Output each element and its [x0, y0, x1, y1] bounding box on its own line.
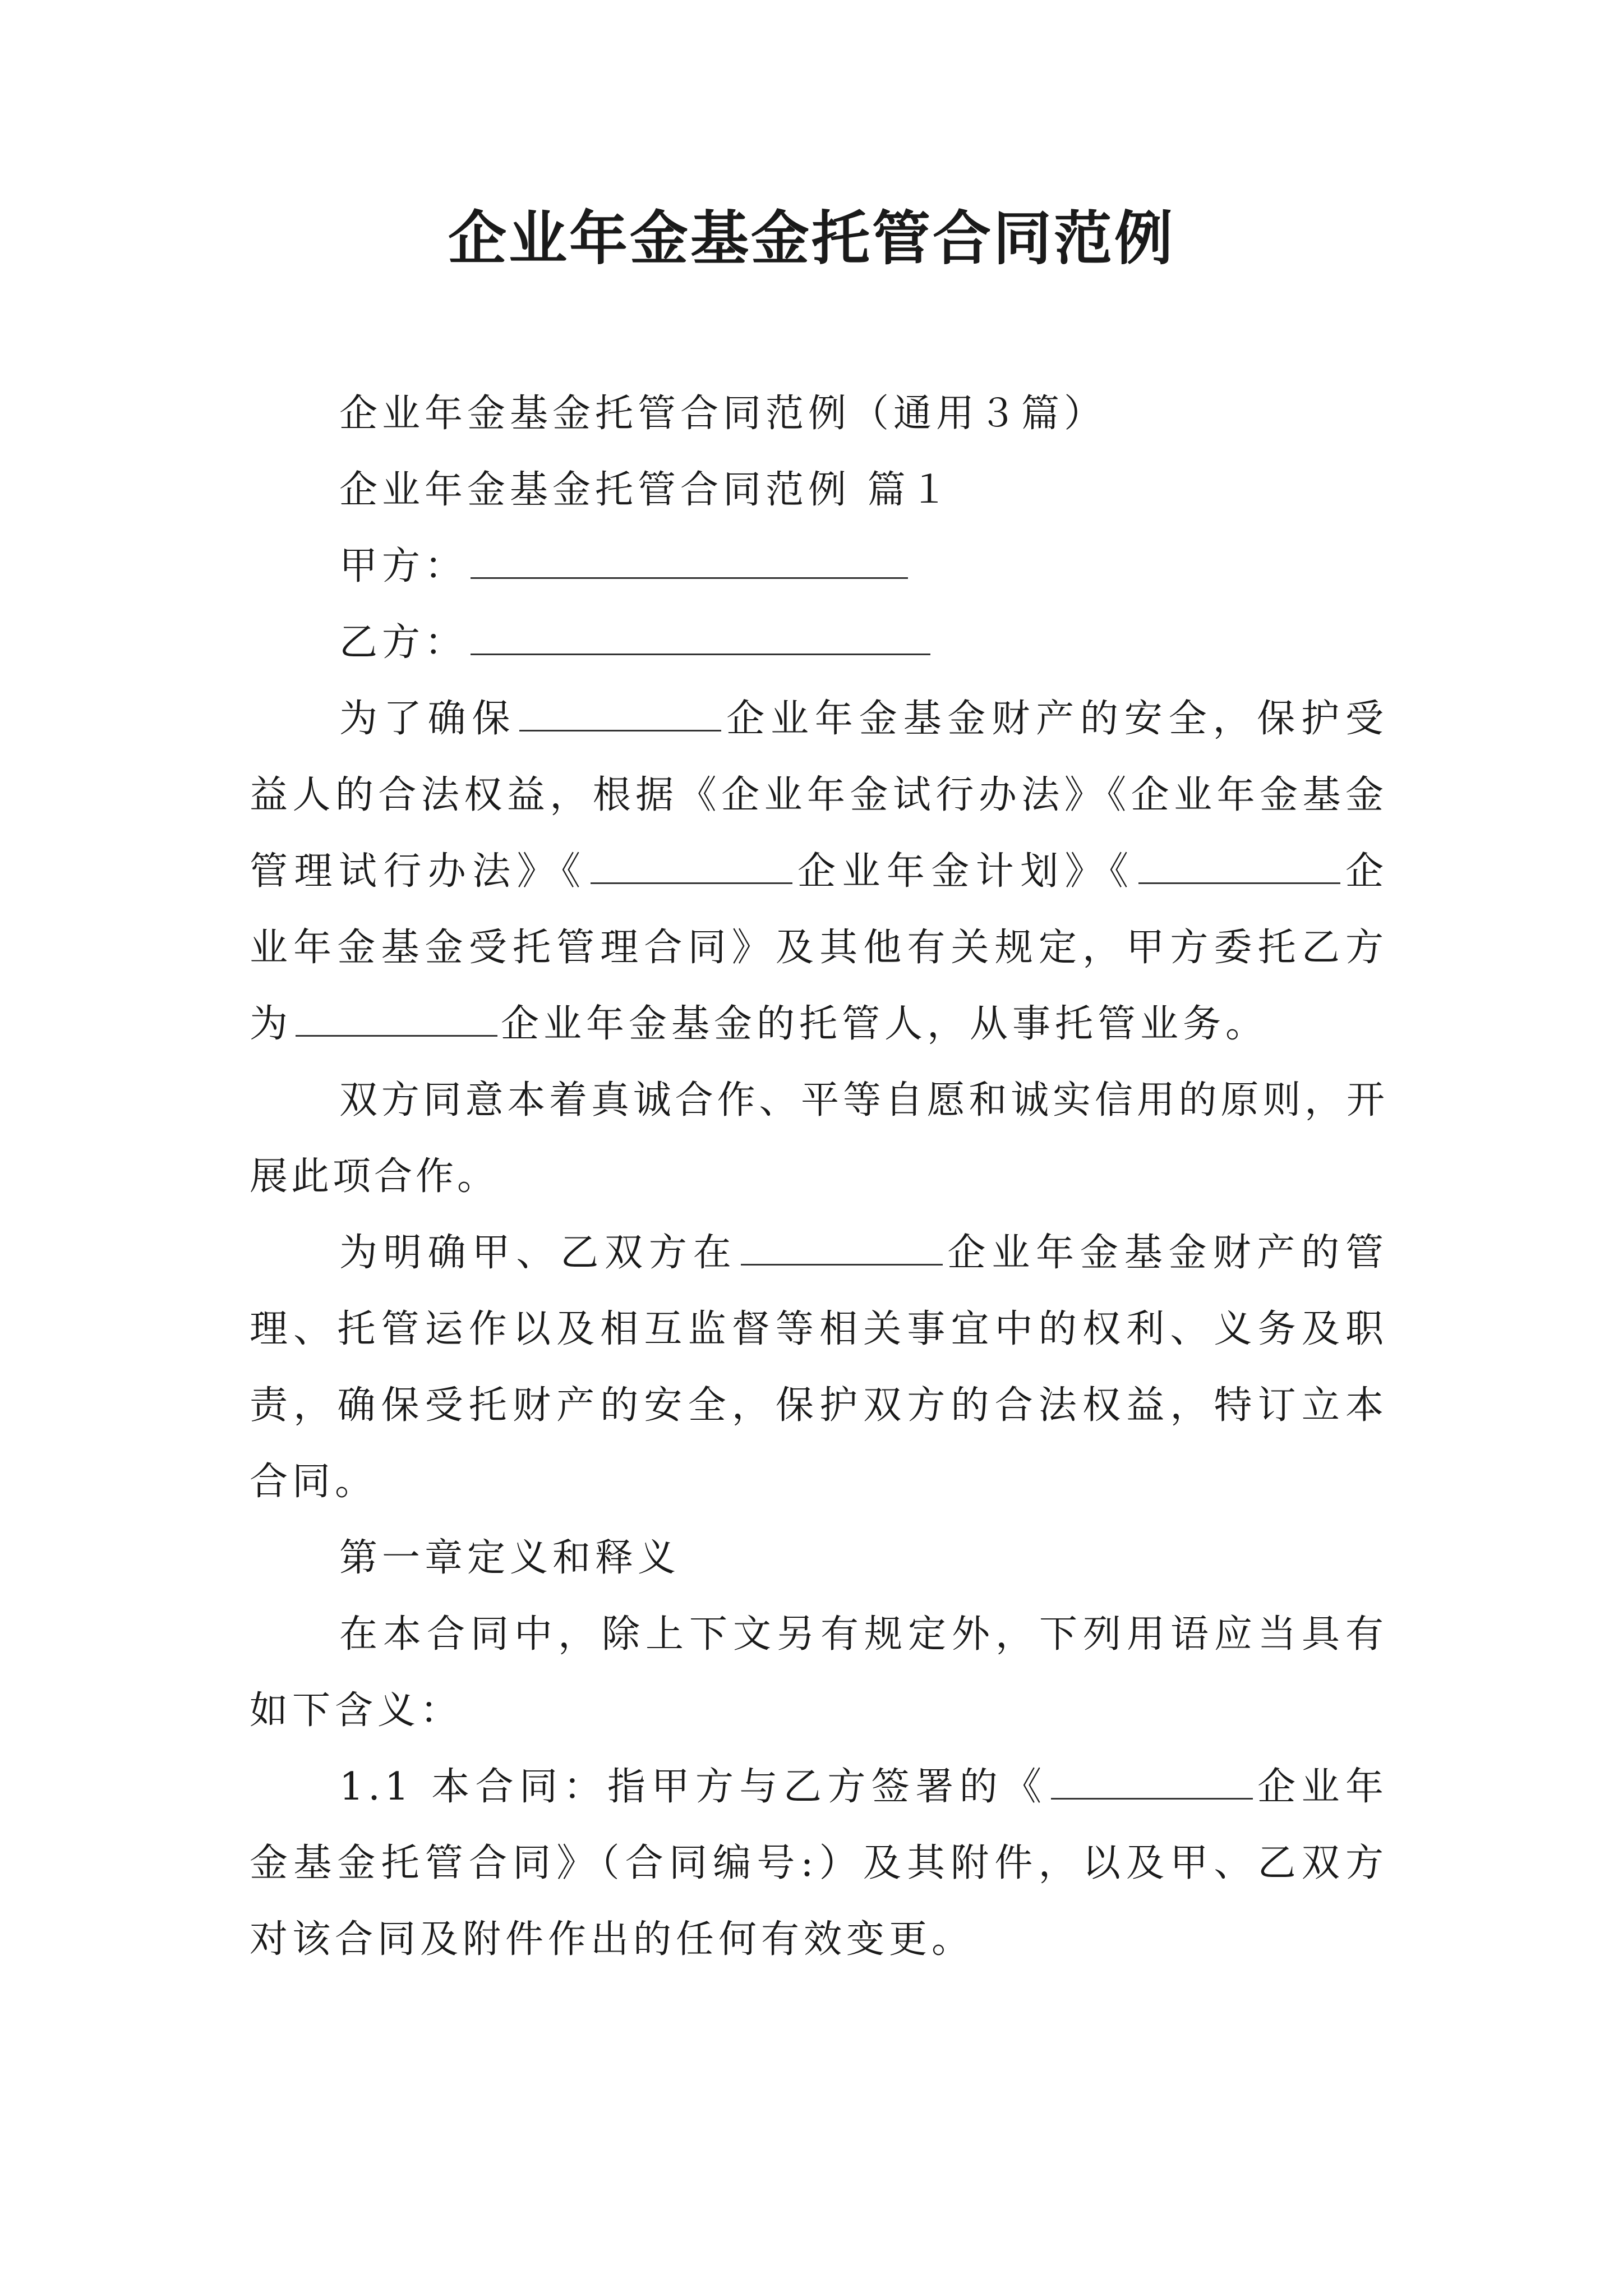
enterprise-name-blank: [1138, 843, 1340, 884]
para1-text-5: 企业年金基金的托管人，从事托管业务。: [501, 1002, 1269, 1046]
document-title: 企业年金基金托管合同范例: [448, 204, 1175, 273]
chapter-heading: 第一章定义和释义: [339, 1536, 681, 1580]
para1-text-3: 企业年金计划》《: [795, 849, 1135, 894]
party-b-label: 乙方：: [339, 620, 468, 665]
document-body: [250, 376, 1388, 1978]
party-b-line: [250, 605, 1388, 681]
party-a-line: [250, 528, 1388, 605]
paragraph-definition-1-1: [250, 1749, 1388, 1978]
party-a-label: 甲方：: [339, 544, 468, 588]
para1-text-2: 企业年金基金财产的安全，保护受益人的合法权益，根据《企业年金试行办法》《企业年金基金管理试行办法》《: [250, 697, 1388, 894]
para1-text-1: 为了确保: [339, 697, 517, 741]
subtitle: 企业年金基金托管合同范例（通用３篇）: [339, 392, 1107, 436]
paragraph-agreement: 双方同意本着真诚合作、平等自愿和诚实信用的原则，开展此项合作。: [250, 1078, 1388, 1199]
party-b-blank: [471, 614, 930, 655]
section-heading: 企业年金基金托管合同范例 篇１: [339, 468, 953, 512]
para5-text-1: 1.1 本合同：指甲方与乙方签署的《: [339, 1765, 1048, 1809]
party-a-blank: [471, 538, 908, 579]
enterprise-name-blank: [519, 691, 721, 731]
enterprise-name-blank: [296, 996, 497, 1037]
enterprise-name-blank: [591, 843, 792, 884]
paragraph-definitions-intro: 在本合同中，除上下文另有规定外，下列用语应当具有如下含义：: [250, 1612, 1388, 1733]
paragraph-clarify: [250, 1215, 1388, 1520]
para1-text-4: 企业年金基金受托管理合同》及其他有关规定，甲方委托乙方为: [250, 849, 1388, 1046]
enterprise-name-blank: [1051, 1759, 1253, 1800]
para3-text-1: 为明确甲、乙双方在: [339, 1231, 737, 1275]
para3-text-2: 企业年金基金财产的管理、托管运作以及相互监督等相关事宜中的权利、义务及职责，确保受托财产的安全，保护双方的合法权益，特订立本合同。: [250, 1231, 1388, 1504]
enterprise-name-blank: [741, 1225, 943, 1266]
para5-text-2: 企业年金基金托管合同》（合同编号:）及其附件，以及甲、乙双方对该合同及附件作出的任何有效变更。: [250, 1765, 1388, 1962]
paragraph-purpose: [250, 681, 1388, 1062]
